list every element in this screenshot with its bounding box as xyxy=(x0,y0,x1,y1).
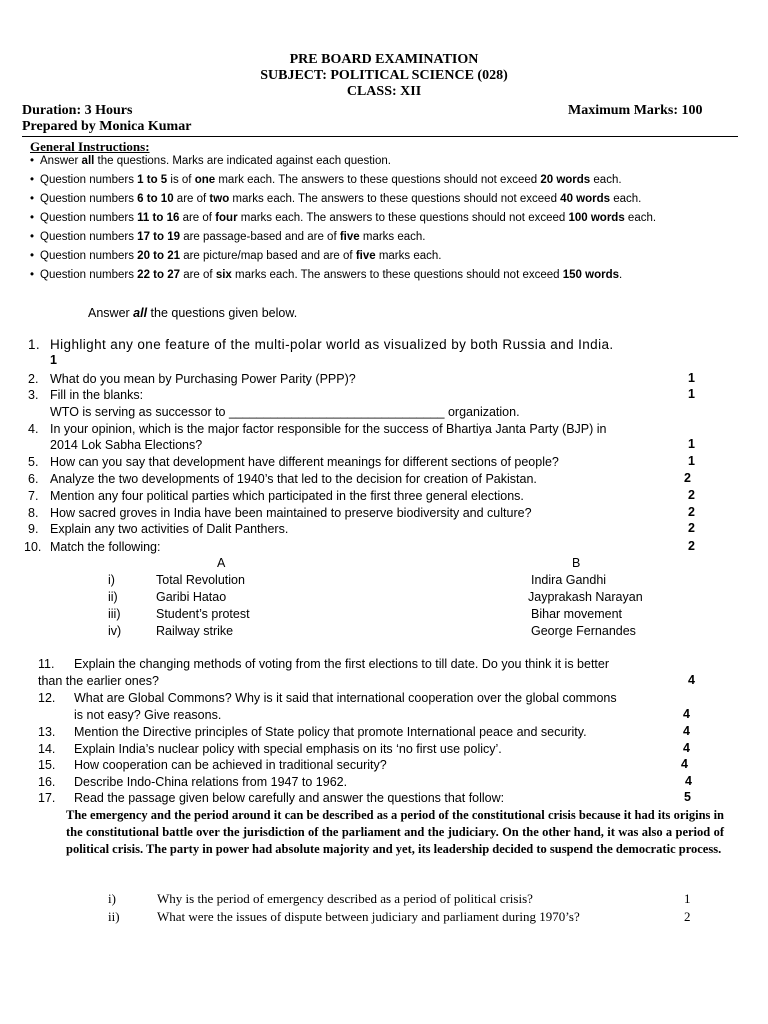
header-divider xyxy=(22,136,738,137)
instruction-text: each. xyxy=(590,174,622,186)
question-text: Explain India’s nuclear policy with special emphasis on its ‘no first use policy’. xyxy=(74,742,502,756)
question-text: What do you mean by Purchasing Power Parity (PPP)? xyxy=(50,372,356,386)
question-14-marks: 4 xyxy=(683,741,690,755)
instruction-text: 1 to 5 xyxy=(137,174,168,186)
question-number: 12. xyxy=(38,691,56,705)
instruction-text: 17 to 19 xyxy=(137,231,180,243)
passage-text: The emergency and the period around it can be described as a period of the constitutional crisis because it had its origins in the constitutional battle over the jurisdiction of the parliament and the judiciary. On the other hand, it was also a period of political crisis. The party in power had absolute majority and yet, its leadership decided to suspend the democratic process. xyxy=(66,808,724,856)
match-cell-a: Total Revolution xyxy=(156,573,245,587)
question-16-marks: 4 xyxy=(685,774,692,788)
question-13-marks: 4 xyxy=(683,724,690,738)
match-cell-num: i) xyxy=(108,573,115,587)
match-cell-b: Jayprakash Narayan xyxy=(528,590,643,604)
question-text: Read the passage given below carefully and answer the questions that follow: xyxy=(74,791,505,805)
instruction-text: Question numbers xyxy=(40,269,138,281)
question-number: 9. xyxy=(28,522,39,536)
instruction-text: five xyxy=(355,250,376,262)
instruction-text: 6 to 10 xyxy=(137,193,174,205)
question-number: 3. xyxy=(28,388,39,402)
instruction-item xyxy=(30,231,426,243)
instruction-text: each. xyxy=(624,212,657,224)
bullet-icon: • xyxy=(30,174,35,186)
instruction-text: four xyxy=(215,212,238,224)
instruction-text: marks each. The answers to these questions should not exceed xyxy=(231,269,563,281)
question-12-line2: is not easy? Give reasons. xyxy=(74,708,222,722)
instruction-text: Question numbers xyxy=(40,231,138,243)
question-2-marks: 1 xyxy=(688,371,695,385)
instruction-text: the questions. Marks are indicated against each question. xyxy=(94,155,391,167)
sub-question-num: ii) xyxy=(108,909,120,924)
match-cell-num: iv) xyxy=(108,624,122,638)
question-number: 11. xyxy=(38,657,55,671)
question-7-marks: 2 xyxy=(688,488,695,502)
question-12-marks: 4 xyxy=(683,707,690,721)
instruction-text: 20 words xyxy=(540,174,591,186)
question-15-marks: 4 xyxy=(681,757,688,771)
bullet-icon: • xyxy=(30,212,35,224)
question-number: 5. xyxy=(28,455,39,469)
instruction-text: 20 to 21 xyxy=(137,250,180,262)
question-number: 14. xyxy=(38,742,56,756)
question-text: Explain any two activities of Dalit Panthers. xyxy=(50,522,289,536)
exam-title: PRE BOARD EXAMINATION xyxy=(289,52,479,67)
question-number: 15. xyxy=(38,758,56,772)
instruction-text: Question numbers xyxy=(40,174,138,186)
question-4-marks: 1 xyxy=(688,437,695,451)
instruction-item xyxy=(30,269,622,281)
sub-question-text: Why is the period of emergency described as a period of political crisis? xyxy=(157,891,533,906)
question-9-marks: 2 xyxy=(688,521,695,535)
instruction-item xyxy=(30,250,441,262)
instruction-text: two xyxy=(209,193,230,205)
answer-all-intro: Answer all the questions given below. xyxy=(88,306,298,320)
question-text: How cooperation can be achieved in traditional security? xyxy=(74,758,387,772)
question-number: 13. xyxy=(38,725,56,739)
question-5-marks: 1 xyxy=(688,454,695,468)
subject-title: SUBJECT: POLITICAL SCIENCE (028) xyxy=(260,68,508,83)
question-number: 10. xyxy=(24,540,42,554)
question-text: In your opinion, which is the major factor responsible for the success of Bhartiya Janta Party (BJP) in xyxy=(50,422,607,436)
match-cell-b: George Fernandes xyxy=(531,624,636,638)
question-number: 1. xyxy=(28,337,41,352)
instruction-text: 100 words xyxy=(568,212,625,224)
bullet-icon: • xyxy=(30,250,35,262)
match-cell-b: Indira Gandhi xyxy=(531,573,607,587)
prepared-by: Prepared by Monica Kumar xyxy=(22,119,192,134)
instruction-text: 40 words xyxy=(560,193,611,205)
question-3-blank-line: WTO is serving as successor to _______________________________ organization. xyxy=(50,405,520,419)
question-text: Analyze the two developments of 1940’s that led to the decision for creation of Pakistan. xyxy=(50,472,537,486)
instruction-item xyxy=(30,155,391,167)
question-number: 16. xyxy=(38,775,56,789)
instruction-text: each. xyxy=(610,193,642,205)
instruction-text: five xyxy=(339,231,360,243)
question-number: 17. xyxy=(38,791,56,805)
class-title: CLASS: XII xyxy=(346,84,422,99)
maximum-marks: Maximum Marks: 100 xyxy=(568,103,703,118)
instruction-text: 150 words xyxy=(562,269,619,281)
question-text: Explain the changing methods of voting from the first elections to till date. Do you think it is better xyxy=(74,657,610,671)
question-text: Highlight any one feature of the multi-polar world as visualized by both Russia and India. xyxy=(50,337,614,352)
duration: Duration: 3 Hours xyxy=(22,103,133,118)
instruction-item xyxy=(30,193,641,205)
instruction-item xyxy=(30,212,656,224)
match-column-a-header: A xyxy=(217,556,226,570)
match-cell-num: ii) xyxy=(108,590,118,604)
question-number: 6. xyxy=(28,472,39,486)
sub-question-num: i) xyxy=(108,891,116,906)
question-text: How can you say that development have different meanings for different sections of people? xyxy=(50,455,559,469)
instruction-text: 22 to 27 xyxy=(137,269,180,281)
question-number: 7. xyxy=(28,489,39,503)
question-text: Match the following: xyxy=(50,540,161,554)
bullet-icon: • xyxy=(30,193,35,205)
instruction-text: are of xyxy=(173,193,210,205)
match-cell-a: Student’s protest xyxy=(156,607,250,621)
question-11-marks: 4 xyxy=(688,673,695,687)
instruction-text: mark each. The answers to these questions should not exceed xyxy=(215,174,541,186)
question-10-marks: 2 xyxy=(688,539,695,553)
instruction-text: Answer xyxy=(40,155,82,167)
question-text: What are Global Commons? Why is it said that international cooperation over the global commons xyxy=(74,691,617,705)
question-8-marks: 2 xyxy=(688,505,695,519)
instruction-text: 11 to 16 xyxy=(137,212,180,224)
question-text: Fill in the blanks: xyxy=(50,388,144,402)
question-text: Mention any four political parties which participated in the first three general elections. xyxy=(50,489,524,503)
instruction-text: Question numbers xyxy=(40,193,138,205)
question-11-line2: than the earlier ones? xyxy=(38,674,159,688)
bullet-icon: • xyxy=(30,269,35,281)
instruction-text: Question numbers xyxy=(40,250,138,262)
question-number: 8. xyxy=(28,506,39,520)
match-cell-num: iii) xyxy=(108,607,121,621)
question-number: 2. xyxy=(28,372,39,386)
instruction-text: are picture/map based and are of xyxy=(180,250,356,262)
question-text: Mention the Directive principles of State policy that promote International peace and security. xyxy=(74,725,587,739)
instruction-text: is of xyxy=(167,174,195,186)
question-text: How sacred groves in India have been maintained to preserve biodiversity and culture? xyxy=(50,506,532,520)
instruction-text: . xyxy=(619,269,623,281)
sub-question-text: What were the issues of dispute between judiciary and parliament during 1970’s? xyxy=(157,909,580,924)
instruction-text: marks each. xyxy=(359,231,426,243)
instruction-text: are of xyxy=(180,269,216,281)
sub-question-marks: 2 xyxy=(684,909,691,924)
instruction-text: Question numbers xyxy=(40,212,138,224)
instruction-item xyxy=(30,174,622,186)
instruction-text: marks each. The answers to these questions should not exceed xyxy=(237,212,569,224)
match-cell-b: Bihar movement xyxy=(531,607,623,621)
instruction-text: all xyxy=(81,155,95,167)
match-cell-a: Garibi Hatao xyxy=(156,590,227,604)
bullet-icon: • xyxy=(30,155,35,167)
instruction-text: are of xyxy=(179,212,216,224)
question-4-line2: 2014 Lok Sabha Elections? xyxy=(50,438,203,452)
instruction-text: one xyxy=(194,174,216,186)
sub-question-marks: 1 xyxy=(684,891,691,906)
instruction-text: marks each. xyxy=(375,250,442,262)
match-column-b-header: B xyxy=(572,556,581,570)
instruction-text: are passage-based and are of xyxy=(180,231,340,243)
match-cell-a: Railway strike xyxy=(156,624,234,638)
bullet-icon: • xyxy=(30,231,35,243)
question-number: 4. xyxy=(28,422,39,436)
question-text: Describe Indo-China relations from 1947 to 1962. xyxy=(74,775,348,789)
instruction-text: marks each. The answers to these questions should not exceed xyxy=(229,193,561,205)
general-instructions-title: General Instructions: xyxy=(30,139,150,154)
question-6-marks: 2 xyxy=(684,471,691,485)
question-1-marks: 1 xyxy=(50,353,57,367)
question-17-marks: 5 xyxy=(684,790,691,804)
question-3-marks: 1 xyxy=(688,387,695,401)
instruction-text: six xyxy=(215,269,232,281)
